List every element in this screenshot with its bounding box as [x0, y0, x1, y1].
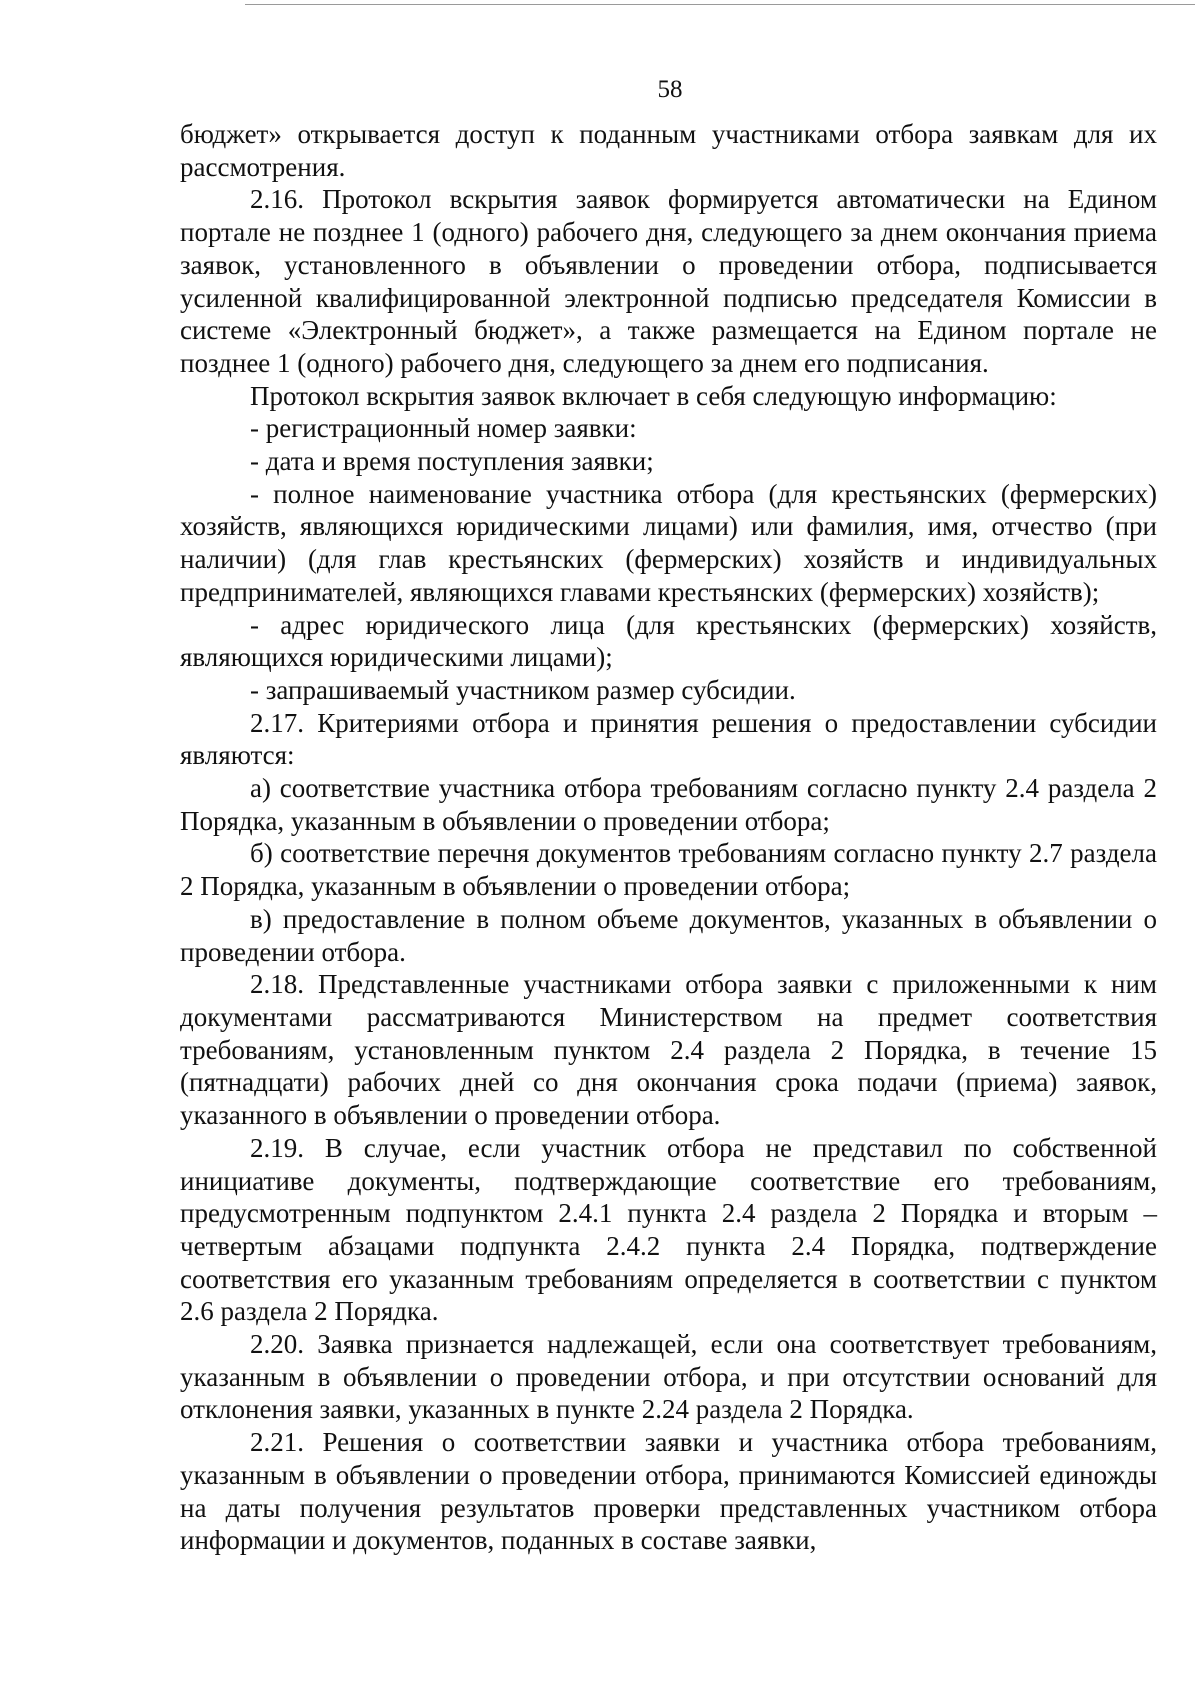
- paragraph-2-18: 2.18. Представленные участниками отбора заявки с приложенными к ним документами рассматриваются Министерством на предмет соответствия требованиям, установленным пунктом 2.4 раздела 2 Порядка, в течение 15 (пятнадцати) рабочих дней со дня окончания срока подачи (приема) заявок, указанного в объявлении о проведении отбора.: [180, 969, 1157, 1131]
- criterion-c: в) предоставление в полном объеме документов, указанных в объявлении о проведении отбора.: [180, 903, 1157, 967]
- document-body: [180, 118, 1157, 1557]
- list-item-date-time: - дата и время поступления заявки;: [250, 446, 654, 477]
- criterion-b: б) соответствие перечня документов требованиям согласно пункту 2.7 раздела 2 Порядка, указанным в объявлении о проведении отбора;: [180, 838, 1157, 902]
- paragraph-2-20: 2.20. Заявка признается надлежащей, если она соответствует требованиям, указанным в объявлении о проведении отбора, и при отсутствии оснований для отклонения заявки, указанных в пункте 2.24 раздела 2 Порядка.: [180, 1329, 1157, 1425]
- paragraph-2-21: 2.21. Решения о соответствии заявки и участника отбора требованиям, указанным в объявлении о проведении отбора, принимаются Комиссией единожды на даты получения результатов проверки представленных участником отбора информации и документов, поданных в составе заявки,: [180, 1427, 1157, 1556]
- paragraph-budget-access: бюджет» открывается доступ к поданным участниками отбора заявкам для их рассмотрения.: [180, 119, 1157, 182]
- paragraph-2-17: 2.17. Критериями отбора и принятия решения о предоставлении субсидии являются:: [180, 707, 1157, 771]
- list-item-registration-number: - регистрационный номер заявки:: [250, 413, 637, 444]
- list-item-subsidy-amount: - запрашиваемый участником размер субсидии.: [250, 674, 796, 705]
- paragraph-protocol-contents: Протокол вскрытия заявок включает в себя следующую информацию:: [250, 380, 1057, 411]
- page-number: 58: [657, 76, 683, 103]
- list-item-legal-address: - адрес юридического лица (для крестьянских (фермерских) хозяйств, являющихся юридическими лицами);: [180, 609, 1157, 673]
- paragraph-2-19: 2.19. В случае, если участник отбора не представил по собственной инициативе документы, подтверждающие соответствие его требованиям, предусмотренным подпунктом 2.4.1 пункта 2.4 раздела 2 Порядка и вторым – четвертым абзацами подпункта 2.4.2 пункта 2.4 Порядка, подтверждение соответствия его указанным требованиям определяется в соответствии с пунктом 2.6 раздела 2 Порядка.: [180, 1132, 1157, 1327]
- list-item-full-name: - полное наименование участника отбора (для крестьянских (фермерских) хозяйств, являющихся юридическими лицами) или фамилия, имя, отчество (при наличии) (для глав крестьянских (фермерских) хозяйств и индивидуальных предпринимателей, являющихся главами крестьянских (фермерских) хозяйств);: [180, 478, 1157, 607]
- criterion-a: а) соответствие участника отбора требованиям согласно пункту 2.4 раздела 2 Порядка, указанным в объявлении о проведении отбора;: [180, 773, 1157, 836]
- paragraph-2-16: 2.16. Протокол вскрытия заявок формируется автоматически на Едином портале не позднее 1 (одного) рабочего дня, следующего за днем окончания приема заявок, установленного в объявлении о проведении отбора, подписывается усиленной квалифицированной электронной подписью председателя Комиссии в системе «Электронный бюджет», а также размещается на Едином портале не позднее 1 (одного) рабочего дня, следующего за днем его подписания.: [180, 184, 1157, 378]
- scan-edge-line: [245, 4, 1195, 5]
